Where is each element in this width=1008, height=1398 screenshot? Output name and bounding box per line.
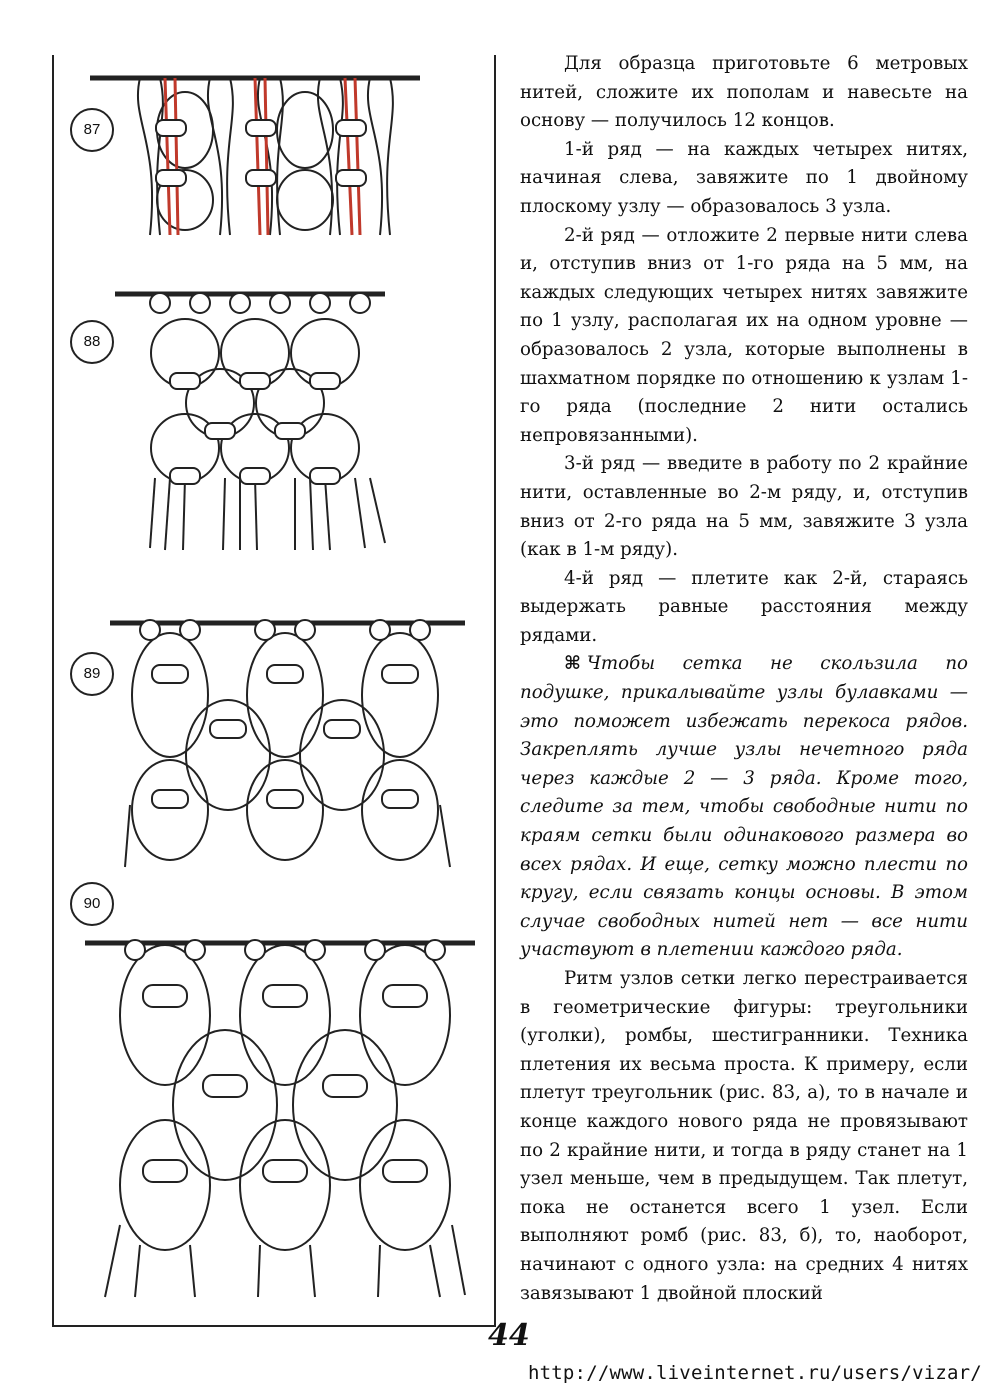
tip-paragraph xyxy=(520,650,968,965)
figure-number-88: 88 xyxy=(70,320,114,364)
command-icon: ⌘ xyxy=(564,653,581,675)
paragraph-row-3: 3-й ряд — введите в работу по 2 крайние нити, оставленные во 2-м ряду, и, отступив вниз от 2-го ряда на 5 мм, завяжите 3 узла (как в 1-м ряду). xyxy=(520,453,968,561)
figure-89-knot-diagram xyxy=(110,605,480,870)
paragraph-geometric-shapes: Ритм узлов сетки легко перестраивается в геометрические фигуры: треугольники (уголки), ромбы, шестигранники. Техника плетения их весьма проста. К примеру, если плетут треугольник (рис. 83, а), то в начале и конце каждого нового ряда не провязывают по 2 крайние нити, и тогда в ряду станет на 1 узел меньше, чем в предыдущем. Так плетут, пока не останется всего 1 узел. Если выполняют ромб (рис. 83, б), то, наоборот, начинают с одного узла: на средних 4 нитях завязывают 1 двойной плоский xyxy=(520,968,968,1304)
figure-88-knot-diagram xyxy=(115,278,415,558)
instruction-text-column xyxy=(520,50,968,1308)
figure-number-87: 87 xyxy=(70,108,114,152)
source-url-watermark: http://www.liveinternet.ru/users/vizar/ xyxy=(528,1362,982,1384)
page-number: 44 xyxy=(488,1318,530,1353)
paragraph-row-2: 2-й ряд — отложите 2 первые нити слева и, отступив вниз от 1-го ряда на 5 мм, на каждых следующих четырех нитях завяжите по 1 узлу, располагая их на одном уровне — образовалось 2 узла, которые выполнены в шахматном порядке по отношению к узлам 1-го ряда (последние 2 нити остались непровязанными). xyxy=(520,224,968,446)
tip-text: Чтобы сетка не скользила по подушке, прикалывайте узлы булавками — это поможет избежать перекоса рядов. Закреплять лучше узлы нечетного ряда через каждые 2 — 3 ряда. Кроме того, следите за тем, чтобы свободные нити по краям сетки были одинакового размера во всех рядах. И еще, сетку можно плести по кругу, если связать концы основы. В этом случае свободных нитей нет — все нити участвуют в плетении каждого ряда. xyxy=(520,653,968,961)
figure-90-knot-diagram xyxy=(80,925,480,1305)
figure-number-90: 90 xyxy=(70,882,114,926)
paragraph-row-4: 4-й ряд — плетите как 2-й, стараясь выдержать равные расстояния между рядами. xyxy=(520,567,968,646)
figure-87-knot-diagram xyxy=(90,60,430,240)
paragraph-row-1: 1-й ряд — на каждых четырех нитях, начиная слева, завяжите по 1 двойному плоскому узлу — образовалось 3 узла. xyxy=(520,138,968,217)
figure-number-89: 89 xyxy=(70,652,114,696)
paragraph-intro: Для образца приготовьте 6 метровых нитей, сложите их пополам и навесьте на основу — получилось 12 концов. xyxy=(520,53,968,132)
